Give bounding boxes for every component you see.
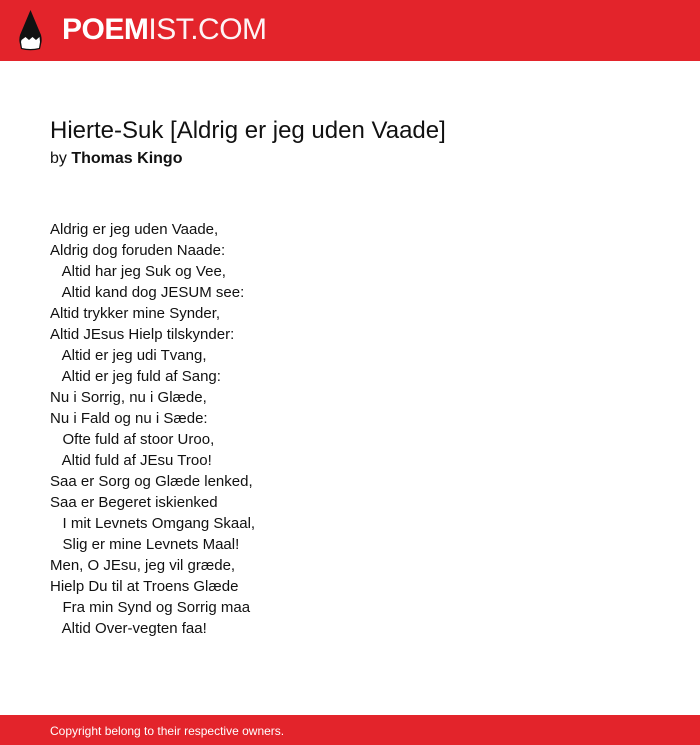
poem-line: Altid trykker mine Synder, (50, 305, 221, 322)
site-header (0, 0, 700, 61)
logo-light-text: IST.COM (148, 13, 267, 46)
poem-line: Slig er mine Levnets Maal! (50, 536, 240, 553)
poem-line: Altid kand dog JESUM see: (50, 284, 245, 301)
poem-line: Altid JEsus Hielp tilskynder: (50, 326, 235, 343)
byline (50, 148, 182, 170)
by-label: by (50, 150, 67, 167)
poem-line: Altid er jeg udi Tvang, (50, 347, 207, 364)
poem-body (50, 219, 650, 639)
pencil-icon[interactable] (17, 9, 44, 51)
author-name: Thomas Kingo (71, 150, 183, 167)
logo-bold-text: POEM (62, 13, 149, 46)
site-logo[interactable] (62, 12, 267, 48)
poem-line: Hielp Du til at Troens Glæde (50, 578, 239, 595)
site-footer (0, 715, 700, 745)
poem-line: Saa er Sorg og Glæde lenked, (50, 473, 253, 490)
poem-line: Fra min Synd og Sorrig maa (50, 599, 251, 616)
poem-line: Altid fuld af JEsu Troo! (50, 452, 212, 469)
copyright-text: Copyright belong to their respective owners. (50, 724, 285, 738)
poem-line: Aldrig er jeg uden Vaade, (50, 221, 219, 238)
poem-line: Nu i Fald og nu i Sæde: (50, 410, 208, 427)
poem-line: Altid er jeg fuld af Sang: (50, 368, 221, 385)
poem-line: Altid Over-vegten faa! (50, 620, 207, 637)
poem-line: Men, O JEsu, jeg vil græde, (50, 557, 236, 574)
poem-line: Nu i Sorrig, nu i Glæde, (50, 389, 207, 406)
poem-title: Hierte-Suk [Aldrig er jeg uden Vaade] (50, 117, 446, 144)
poem-line: Aldrig dog foruden Naade: (50, 242, 226, 259)
poem-line: Saa er Begeret iskienked (50, 494, 218, 511)
poem-line: I mit Levnets Omgang Skaal, (50, 515, 256, 532)
poem-line: Altid har jeg Suk og Vee, (50, 263, 226, 280)
poem-line: Ofte fuld af stoor Uroo, (50, 431, 215, 448)
